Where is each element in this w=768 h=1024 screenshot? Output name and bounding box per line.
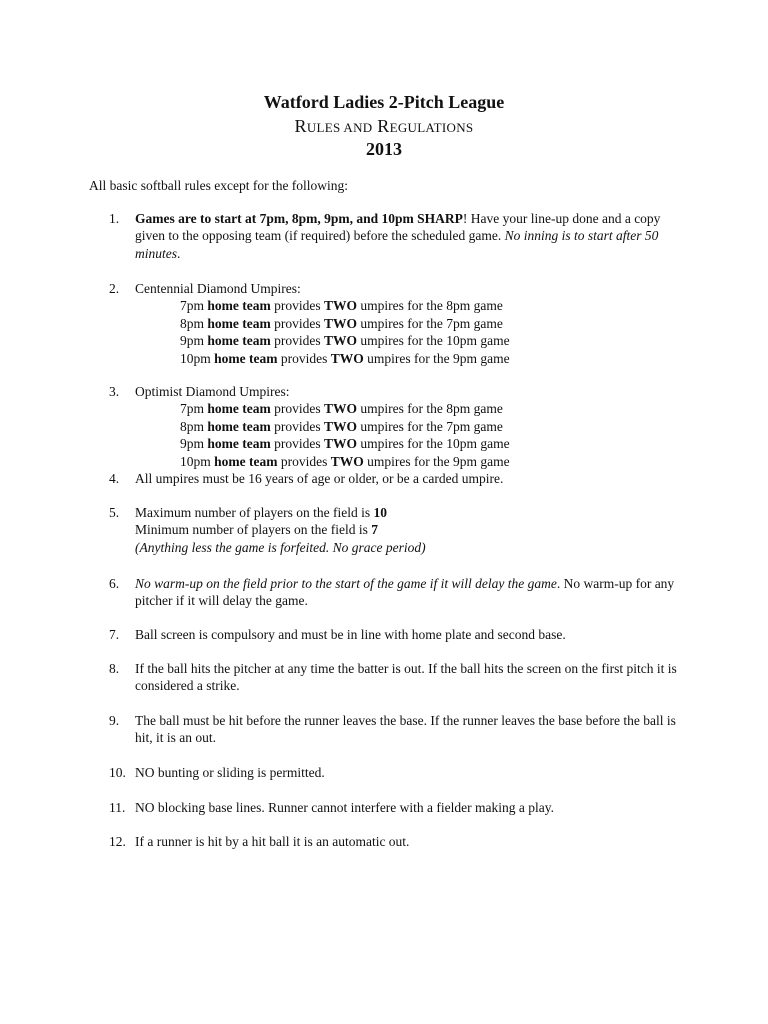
rule-2-heading: Centennial Diamond Umpires: xyxy=(135,281,301,296)
two-label: TWO xyxy=(324,401,358,417)
forfeit-note-text: (Anything less the game is forfeited. No grace period) xyxy=(135,539,426,555)
rule-body: The ball must be hit before the runner leaves the base. If the runner leaves the base before the ball is hit, it is an out. xyxy=(135,713,676,746)
two-label: TWO xyxy=(324,315,358,331)
umpire-line xyxy=(135,400,689,417)
umpire-rest: umpires for the 7pm game xyxy=(357,418,503,434)
two-label: TWO xyxy=(330,453,364,469)
umpire-time: 9pm xyxy=(180,436,208,452)
subtitle-cap-r1: R xyxy=(294,116,307,136)
rule-number: 12. xyxy=(109,834,126,849)
home-team-label: home team xyxy=(214,350,278,366)
umpire-rest: umpires for the 9pm game xyxy=(363,453,510,469)
rule-body xyxy=(135,383,689,470)
rule-body: All umpires must be 16 years of age or older, or be a carded umpire. xyxy=(135,471,504,486)
home-team-label: home team xyxy=(214,453,278,469)
rule-6 xyxy=(109,575,689,610)
home-team-label: home team xyxy=(207,333,271,349)
rule-number: 1. xyxy=(109,211,120,226)
rule-6-italic: No warm-up on the field prior to the start of the game if it will delay the game xyxy=(135,576,557,591)
rule-1-end: . xyxy=(177,245,181,261)
home-team-label: home team xyxy=(207,436,271,452)
rule-number: 3. xyxy=(109,384,120,399)
umpire-rest: umpires for the 10pm game xyxy=(357,436,510,452)
two-label: TWO xyxy=(324,418,358,434)
rule-1-bold: Games are to start at 7pm, 8pm, 9pm, and 10pm SHARP xyxy=(135,211,463,226)
document-subtitle xyxy=(0,116,768,138)
rule-2 xyxy=(109,280,689,367)
rule-body: NO bunting or sliding is permitted. xyxy=(135,765,325,780)
max-players-line xyxy=(135,504,689,521)
provides-text: provides xyxy=(277,350,331,366)
umpire-rest: umpires for the 8pm game xyxy=(357,401,503,417)
rule-body xyxy=(135,280,689,367)
home-team-label: home team xyxy=(207,418,271,434)
umpire-line xyxy=(135,418,689,435)
provides-text: provides xyxy=(270,298,324,314)
umpire-time: 10pm xyxy=(180,350,215,366)
rule-number: 8. xyxy=(109,661,120,676)
rule-number: 11. xyxy=(109,800,126,815)
home-team-label: home team xyxy=(207,401,271,417)
two-label: TWO xyxy=(324,298,358,314)
umpire-line xyxy=(135,453,689,470)
umpire-rest: umpires for the 9pm game xyxy=(363,350,510,366)
rule-1-text: ! Have your line-up done and a copy given to the opposing team (if required) before the scheduled game. xyxy=(135,211,661,244)
document-title: Watford Ladies 2-Pitch League xyxy=(263,92,505,112)
umpire-time: 7pm xyxy=(180,298,208,314)
umpire-time: 7pm xyxy=(180,401,208,417)
provides-text: provides xyxy=(270,401,324,417)
umpire-rest: umpires for the 8pm game xyxy=(357,298,503,314)
umpire-line xyxy=(135,332,689,349)
rule-number: 5. xyxy=(109,505,120,520)
umpire-time: 10pm xyxy=(180,453,215,469)
home-team-label: home team xyxy=(207,298,271,314)
rule-body xyxy=(135,575,689,610)
umpire-time: 8pm xyxy=(180,315,208,331)
two-label: TWO xyxy=(330,350,364,366)
umpire-line xyxy=(135,435,689,452)
rule-8 xyxy=(109,660,689,695)
provides-text: provides xyxy=(277,453,331,469)
rule-number: 2. xyxy=(109,281,120,296)
rule-body xyxy=(135,504,689,556)
rule-6-text: . No warm-up for any pitcher if it will delay the game. xyxy=(135,576,675,609)
rule-11 xyxy=(109,799,689,816)
rule-4 xyxy=(109,470,689,487)
rule-1 xyxy=(109,210,689,262)
rule-body: If the ball hits the pitcher at any time the batter is out. If the ball hits the screen on the first pitch it is considered a strike. xyxy=(135,661,677,694)
rule-12 xyxy=(109,833,689,850)
umpire-line xyxy=(135,350,689,367)
two-label: TWO xyxy=(324,333,358,349)
rule-body: Ball screen is compulsory and must be in line with home plate and second base. xyxy=(135,627,566,642)
subtitle-cap-r2: R xyxy=(377,116,390,136)
rule-7 xyxy=(109,626,689,643)
max-players-value: 10 xyxy=(373,505,387,520)
min-players-value: 7 xyxy=(371,522,378,538)
min-players-line xyxy=(135,521,689,538)
umpire-time: 9pm xyxy=(180,333,208,349)
subtitle-small-2: EGULATIONS xyxy=(389,120,474,135)
umpire-time: 8pm xyxy=(180,418,208,434)
rule-9 xyxy=(109,712,689,747)
umpire-rest: umpires for the 10pm game xyxy=(357,333,510,349)
rule-10 xyxy=(109,764,689,781)
rule-number: 7. xyxy=(109,627,120,642)
min-players-text: Minimum number of players on the field is xyxy=(135,522,372,538)
max-players-text: Maximum number of players on the field is xyxy=(135,505,374,520)
rule-body xyxy=(135,210,689,262)
rule-number: 10. xyxy=(109,765,126,780)
umpire-line xyxy=(135,315,689,332)
provides-text: provides xyxy=(270,418,324,434)
rule-body: NO blocking base lines. Runner cannot interfere with a fielder making a play. xyxy=(135,800,554,815)
provides-text: provides xyxy=(270,333,324,349)
rule-3-heading: Optimist Diamond Umpires: xyxy=(135,384,290,399)
provides-text: provides xyxy=(270,436,324,452)
rule-number: 4. xyxy=(109,471,120,486)
intro-text: All basic softball rules except for the following: xyxy=(89,178,349,193)
home-team-label: home team xyxy=(207,315,271,331)
forfeit-note xyxy=(135,539,689,556)
provides-text: provides xyxy=(270,315,324,331)
rule-number: 6. xyxy=(109,576,120,591)
umpire-rest: umpires for the 7pm game xyxy=(357,315,503,331)
rule-body: If a runner is hit by a hit ball it is an automatic out. xyxy=(135,834,410,849)
two-label: TWO xyxy=(324,436,358,452)
rule-1-italic: No inning is to start after 50 minutes xyxy=(135,228,659,261)
rule-3 xyxy=(109,383,689,470)
rule-number: 9. xyxy=(109,713,120,728)
umpire-line xyxy=(135,297,689,314)
subtitle-small-1: ULES AND xyxy=(306,120,373,135)
rule-5 xyxy=(109,504,689,556)
document-year: 2013 xyxy=(366,139,402,159)
